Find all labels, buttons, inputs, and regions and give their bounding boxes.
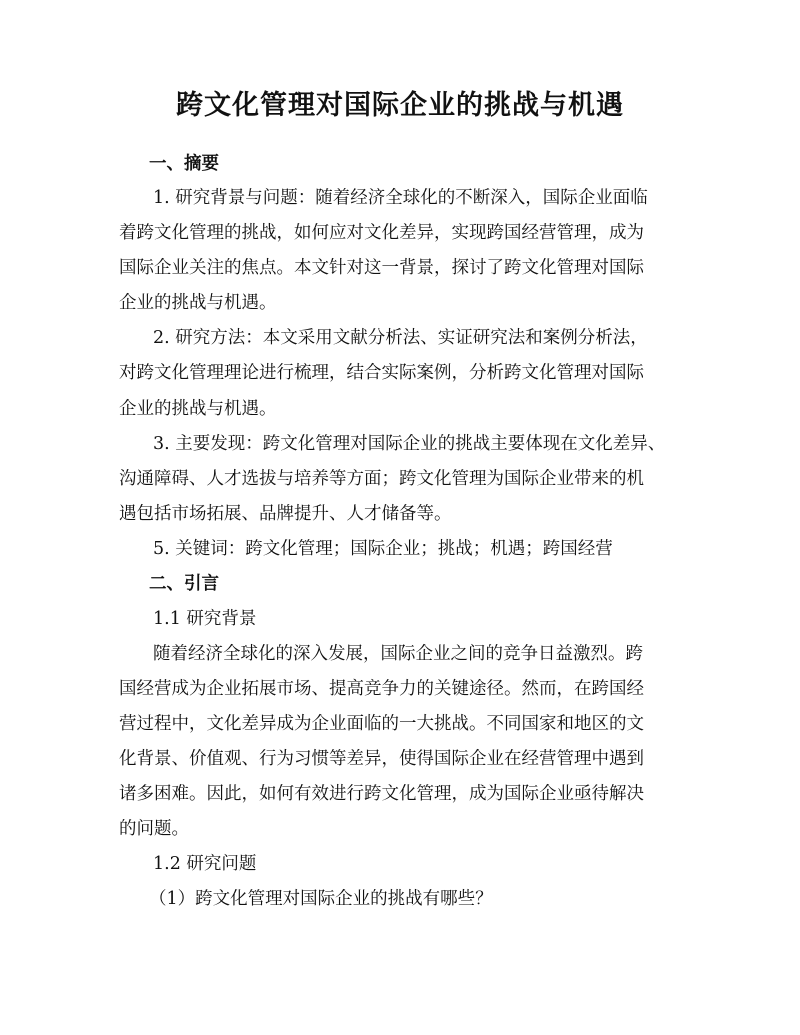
- text-line: 企业的挑战与机遇。: [119, 293, 277, 313]
- text-line: 对跨文化管理理论进行梳理，结合实际案例，分析跨文化管理对国际: [119, 363, 644, 383]
- text-line: 1. 研究背景与问题：随着经济全球化的不断深入，国际企业面临: [153, 188, 648, 208]
- section-heading-introduction: 二、引言: [149, 574, 219, 594]
- text-line: 的问题。: [119, 819, 189, 839]
- text-line: 企业的挑战与机遇。: [119, 399, 277, 419]
- text-line: 化背景、价值观、行为习惯等差异，使得国际企业在经营管理中遇到: [119, 749, 644, 769]
- text-line: 国际企业关注的焦点。本文针对这一背景，探讨了跨文化管理对国际: [119, 258, 644, 278]
- text-line: 着跨文化管理的挑战，如何应对文化差异，实现跨国经营管理，成为: [119, 223, 644, 243]
- subsection-heading: 1.2 研究问题: [153, 854, 257, 874]
- text-line: 营过程中，文化差异成为企业面临的一大挑战。不同国家和地区的文: [119, 714, 644, 734]
- text-line: 随着经济全球化的深入发展，国际企业之间的竞争日益激烈。跨: [153, 644, 643, 664]
- text-line: 沟通障碍、人才选拔与培养等方面；跨文化管理为国际企业带来的机: [119, 469, 644, 489]
- text-line: 遇包括市场拓展、品牌提升、人才储备等。: [119, 504, 452, 524]
- text-line: 5. 关键词：跨文化管理；国际企业；挑战；机遇；跨国经营: [153, 539, 613, 559]
- text-line: 3. 主要发现：跨文化管理对国际企业的挑战主要体现在文化差异、: [153, 434, 666, 454]
- text-line: （1）跨文化管理对国际企业的挑战有哪些？: [149, 889, 493, 909]
- subsection-heading: 1.1 研究背景: [153, 609, 257, 629]
- text-line: 2. 研究方法：本文采用文献分析法、实证研究法和案例分析法，: [153, 328, 648, 348]
- document-title: 跨文化管理对国际企业的挑战与机遇: [176, 90, 624, 121]
- text-line: 诸多困难。因此，如何有效进行跨文化管理，成为国际企业亟待解决: [119, 784, 644, 804]
- section-heading-abstract: 一、摘要: [149, 154, 219, 174]
- text-line: 国经营成为企业拓展市场、提高竞争力的关键途径。然而，在跨国经: [119, 679, 644, 699]
